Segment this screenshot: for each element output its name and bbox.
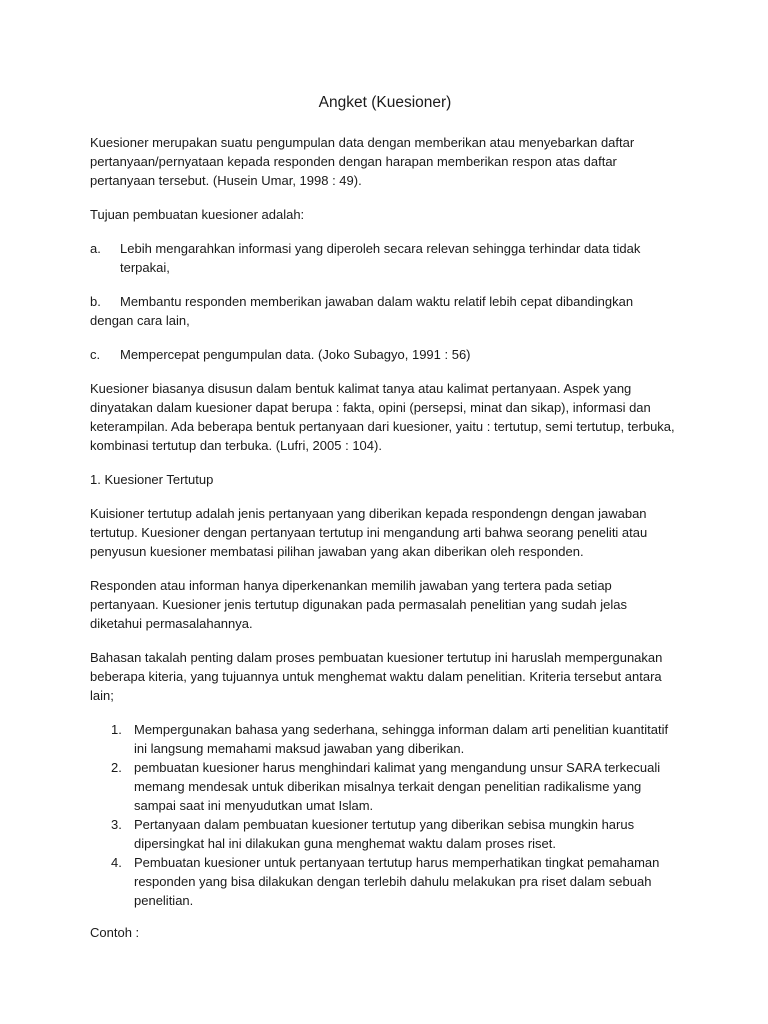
example-label: Contoh : [90, 925, 140, 940]
list-item [90, 853, 680, 910]
document-body [90, 93, 680, 957]
closed-paragraph-2: Responden atau informan hanya diperkenankan memilih jawaban yang tertera pada setiap pertanyaan. Kuesioner jenis tertutup digunakan pada permasalah penelitian yang sudah jelas diketahui permasalahannya. [90, 578, 627, 631]
closed-paragraph-1: Kuisioner tertutup adalah jenis pertanyaan yang diberikan kepada respondengn dengan jawaban tertutup. Kuesioner dengan pertanyaan tertutup ini mengandung arti bahwa seorang peneliti atau penyusun kuesioner membatasi pilihan jawaban yang akan diberikan oleh responden. [90, 506, 648, 559]
purpose-item-b [90, 292, 680, 330]
list-text: Pembuatan kuesioner untuk pertanyaan tertutup harus memperhatikan tingkat pemahaman responden yang bisa dilakukan dengan terlebih dahulu melakukan pra riset dalam sebuah penelitian. [134, 855, 660, 908]
purpose-item-c [90, 345, 680, 364]
purpose-marker: a. [90, 241, 101, 256]
purpose-marker: c. [90, 347, 101, 362]
purpose-text: Lebih mengarahkan informasi yang diperoleh secara relevan sehingga terhindar data tidak terpakai, [120, 241, 641, 275]
list-item [90, 815, 680, 853]
forms-paragraph: Kuesioner biasanya disusun dalam bentuk kalimat tanya atau kalimat pertanyaan. Aspek yang dinyatakan dalam kuesioner dapat berupa : fakta, opini (persepsi, minat dan sikap), informasi dan keterampilan. Ada beberapa bentuk pertanyaan dari kuesioner, yaitu : tertutup, semi tertutup, terbuka, kombinasi tertutup dan terbuka. (Lufri, 2005 : 104). [90, 381, 675, 453]
list-item [90, 758, 680, 815]
section-heading: 1. Kuesioner Tertutup [90, 472, 214, 487]
closed-paragraph-3: Bahasan takalah penting dalam proses pembuatan kuesioner tertutup ini haruslah mempergunakan beberapa kiteria, yang tujuannya untuk menghemat waktu dalam penelitian. Kriteria tersebut antara lain; [90, 650, 663, 703]
list-text: Mempergunakan bahasa yang sederhana, sehingga informan dalam arti penelitian kuantitatif ini langsung memahami maksud jawaban yang diberikan. [134, 722, 669, 756]
list-number: 1. [111, 722, 122, 737]
purpose-text: Membantu responden memberikan jawaban dalam waktu relatif lebih cepat dibandingkan dengan cara lain, [90, 294, 634, 328]
purpose-marker: b. [90, 294, 101, 309]
purpose-item-a [90, 239, 680, 277]
intro-paragraph: Kuesioner merupakan suatu pengumpulan data dengan memberikan atau menyebarkan daftar pertanyaan/pernyataan kepada responden dengan harapan memberikan respon atas daftar pertanyaan tersebut. (Husein Umar, 1998 : 49). [90, 135, 635, 188]
list-number: 2. [111, 760, 122, 775]
purpose-heading: Tujuan pembuatan kuesioner adalah: [90, 207, 305, 222]
criteria-list [90, 720, 680, 910]
document-title: Angket (Kuesioner) [318, 94, 452, 111]
list-number: 3. [111, 817, 122, 832]
list-text: Pertanyaan dalam pembuatan kuesioner tertutup yang diberikan sebisa mungkin harus dipersingkat hal ini dilakukan guna menghemat waktu dalam proses riset. [134, 817, 635, 851]
list-text: pembuatan kuesioner harus menghindari kalimat yang mengandung unsur SARA terkecuali memang mendesak untuk diberikan misalnya terkait dengan penelitian radikalisme yang sampai saat ini menyudutkan umat Islam. [134, 760, 661, 813]
purpose-text: Mempercepat pengumpulan data. (Joko Subagyo, 1991 : 56) [120, 347, 471, 362]
list-number: 4. [111, 855, 122, 870]
list-item [90, 720, 680, 758]
